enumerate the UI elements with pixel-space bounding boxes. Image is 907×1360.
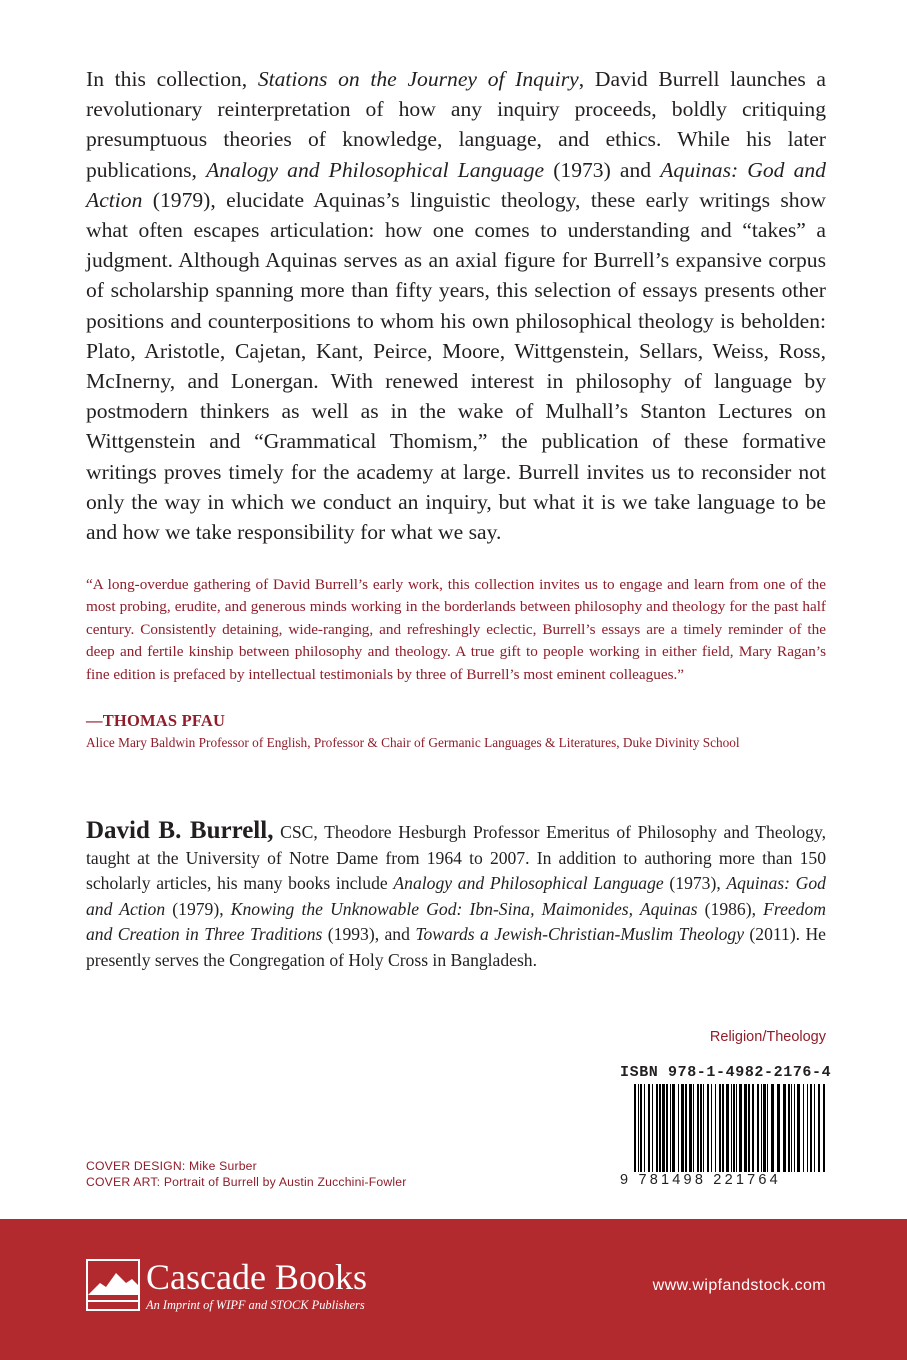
blurb-text: , David Burrell launches a revolutionary reinterpretation of how any inquiry proceeds, boldly critiquing presumptuous theories of knowledge, language, and ethics. While his later publications, [86,67,827,182]
book-title: Towards a Jewish-Christian-Muslim Theology [415,924,745,944]
bio-text: (1986), [697,898,764,919]
blurb-text: (1973) and [544,157,661,182]
publisher-logo [86,1257,367,1316]
endorser-title: Alice Mary Baldwin Professor of English, Professor & Chair of Germanic Languages & Literatures, Duke Divinity School [86,735,740,750]
book-title: Knowing the Unknowable God: Ibn-Sina, Maimonides, Aquinas [230,898,698,919]
bio-text: CSC, Theodore Hesburgh Professor Emeritus of Philosophy and Theology, taught at the University of Notre Dame from 1964 to 2007. In addition to authoring more than 150 scholarly articles, his many books include [86,822,826,893]
endorser-name: —THOMAS PFAU [86,711,226,730]
barcode-digits: 9 781498 221764 [620,1172,826,1188]
book-title: Aquinas: God and Action [86,157,826,212]
author-name: David B. Burrell, [86,817,274,844]
book-title: Aquinas: God and Action [86,873,826,919]
cover-art-credit: COVER ART: Portrait of Burrell by Austin Zucchini-Fowler [86,1174,407,1189]
book-title: Stations on the Journey of Inquiry [257,67,579,91]
publisher-imprint: An Imprint of WIPF and STOCK Publishers [146,1298,365,1312]
endorsement-quote: “A long-overdue gathering of David Burrell’s early work, this collection invites us to engage and learn from one of the most probing, erudite, and generous minds working in the borderlands between philosophy and theology for the past half century. Consistently detaining, wide-ranging, and refreshingly eclectic, Burrell’s essays are a timely reminder of the deep and fertile kinship between philosophy and theology. A true gift to people working in either field, Mary Ragan’s fine edition is prefaced by intellectual testimonials by three of Burrell’s most eminent colleagues.” [86,576,826,683]
book-title: Freedom and Creation in Three Traditions [86,898,826,944]
cover-design-credit: COVER DESIGN: Mike Surber [86,1159,257,1173]
bio-text: (2011). He presently serves the Congregation of Holy Cross in Bangladesh. [86,924,826,970]
isbn-number: ISBN 978-1-4982-2176-4 [620,1064,832,1081]
publisher-website: www.wipfandstock.com [652,1277,826,1294]
bio-text: (1979), [165,898,231,919]
blurb-text: (1979), elucidate Aquinas’s linguistic theology, these early writings show what often escapes articulation: how one comes to understanding and “takes” a judgment. Although Aquinas serves as an axial figure for Burrell’s expansive corpus of scholarship spanning more than fifty years, this selection of essays presents other positions and counterpositions to whom his own philosophical theology is beholden: Plato, Aristotle, Cajetan, Kant, Peirce, Moore, Wittgenstein, Sellars, Weiss, Ross, McInerny, and Lonergan. With renewed interest in philosophy of language by postmodern thinkers as well as in the wake of Mulhall’s Stanton Lectures on Wittgenstein and “Grammatical Thomism,” the publication of these formative writings proves timely for the academy at large. Burrell invites us to reconsider not only the way in which we conduct an inquiry, but what it is we take language to be and how we take responsibility for what we say. [86,187,826,545]
category-label: Religion/Theology [709,1029,826,1045]
publisher-name: Cascade Books [146,1257,367,1297]
cover-credits [86,1159,407,1190]
blurb-text: In this collection, [86,67,258,91]
barcode-bars-icon [620,1084,826,1180]
barcode [620,1064,832,1198]
book-title: Analogy and Philosophical Language [206,157,545,182]
book-title: Analogy and Philosophical Language [393,873,664,893]
publisher-footer [0,1219,907,1360]
bio-text: (1973), [663,873,727,893]
author-bio [86,818,826,973]
bio-text: (1993), and [322,924,416,944]
description-paragraph [86,64,826,547]
mountain-logo-icon [86,1259,140,1311]
